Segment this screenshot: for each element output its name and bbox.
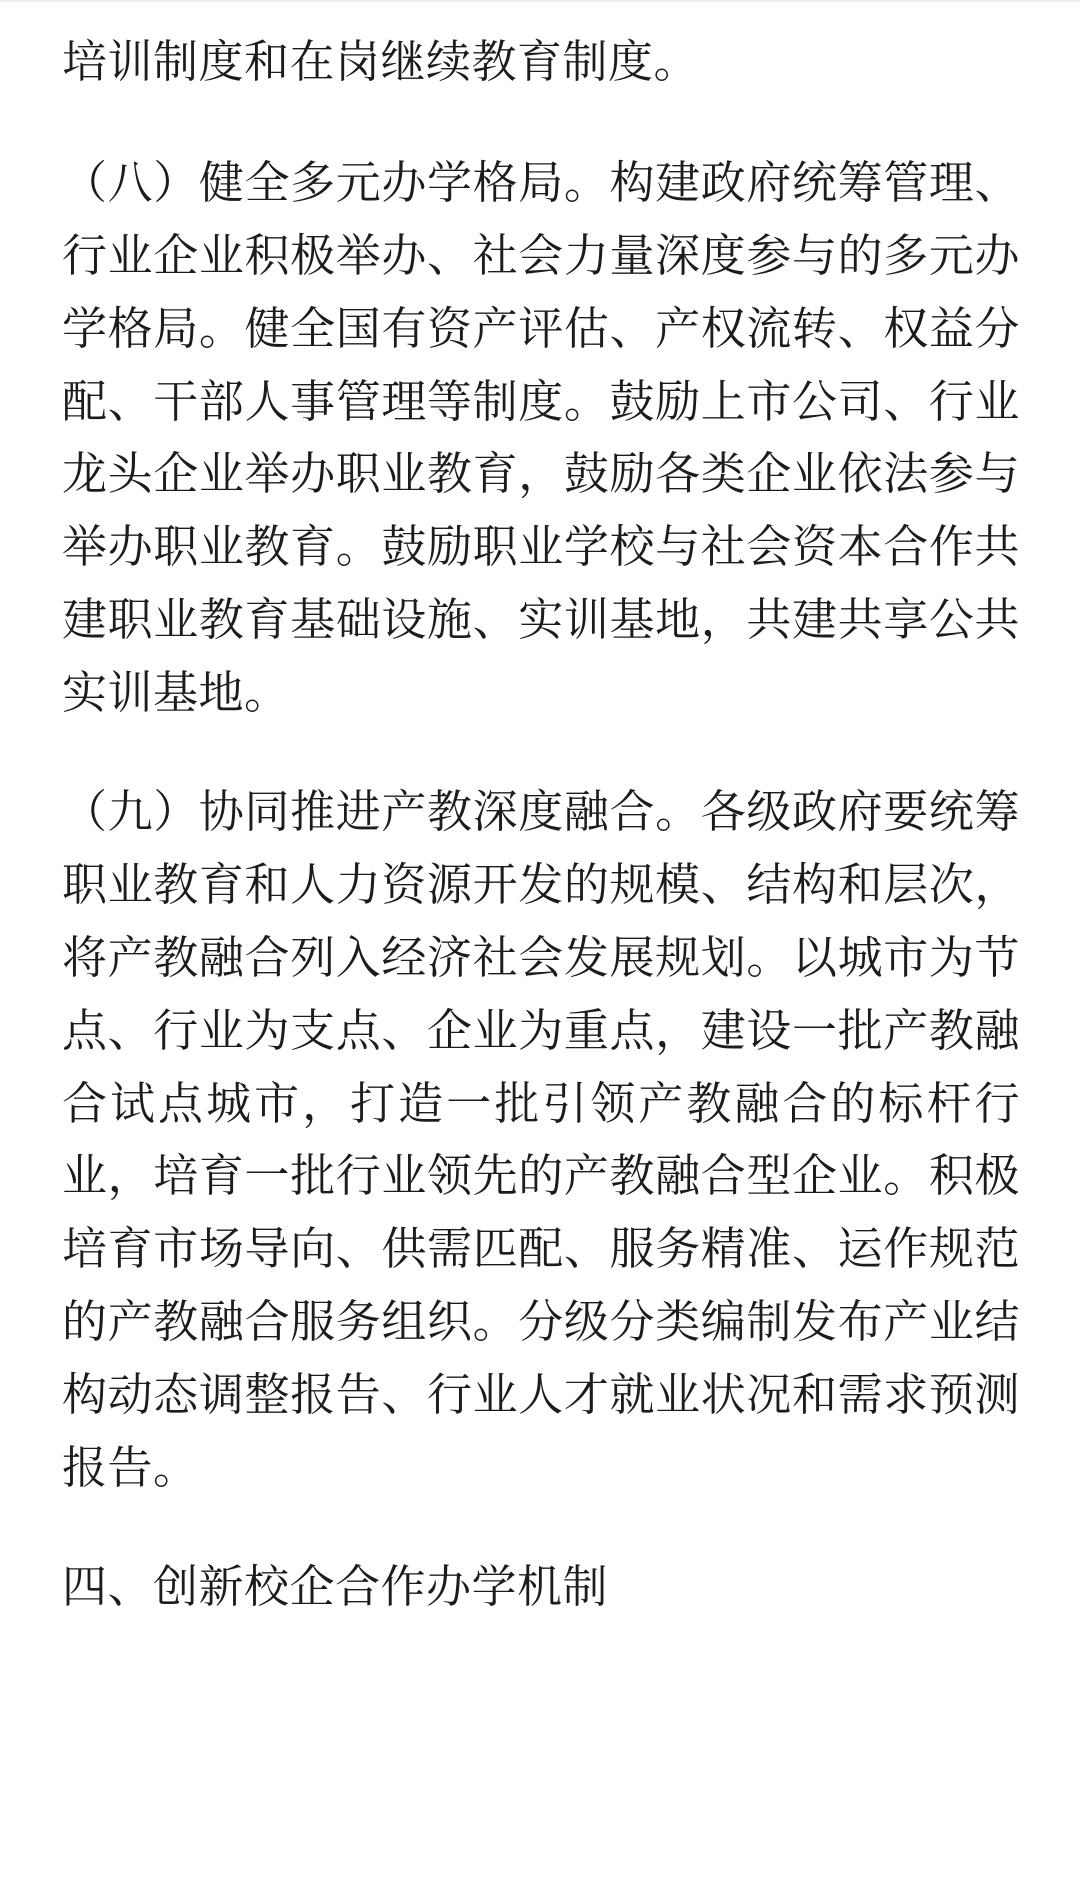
section-heading-four: 四、创新校企合作办学机制 <box>62 1560 609 1612</box>
paragraph-continuation: 培训制度和在岗继续教育制度。 <box>62 36 700 87</box>
paragraph-section-eight: （八）健全多元办学格局。构建政府统筹管理、行业企业积极举办、社会力量深度参与的多元办学格局。健全国有资产评估、产权流转、权益分配、干部人事管理等制度。鼓励上市公司、行业龙头企业举办职业教育，鼓励各类企业依法参与举办职业教育。鼓励职业学校与社会资本合作共建职业教育基础设施、实训基地，共建共享公共实训基地。 <box>62 156 1020 719</box>
article-body <box>0 2 1080 1624</box>
paragraph-section-nine: （九）协同推进产教深度融合。各级政府要统筹职业教育和人力资源开发的规模、结构和层次，将产教融合列入经济社会发展规划。以城市为节点、行业为支点、企业为重点，建设一批产教融合试点城市，打造一批引领产教融合的标杆行业，培育一批行业领先的产教融合型企业。积极培育市场导向、供需匹配、服务精准、运作规范的产教融合服务组织。分级分类编制发布产业结构动态调整报告、行业人才就业状况和需求预测报告。 <box>62 786 1020 1494</box>
